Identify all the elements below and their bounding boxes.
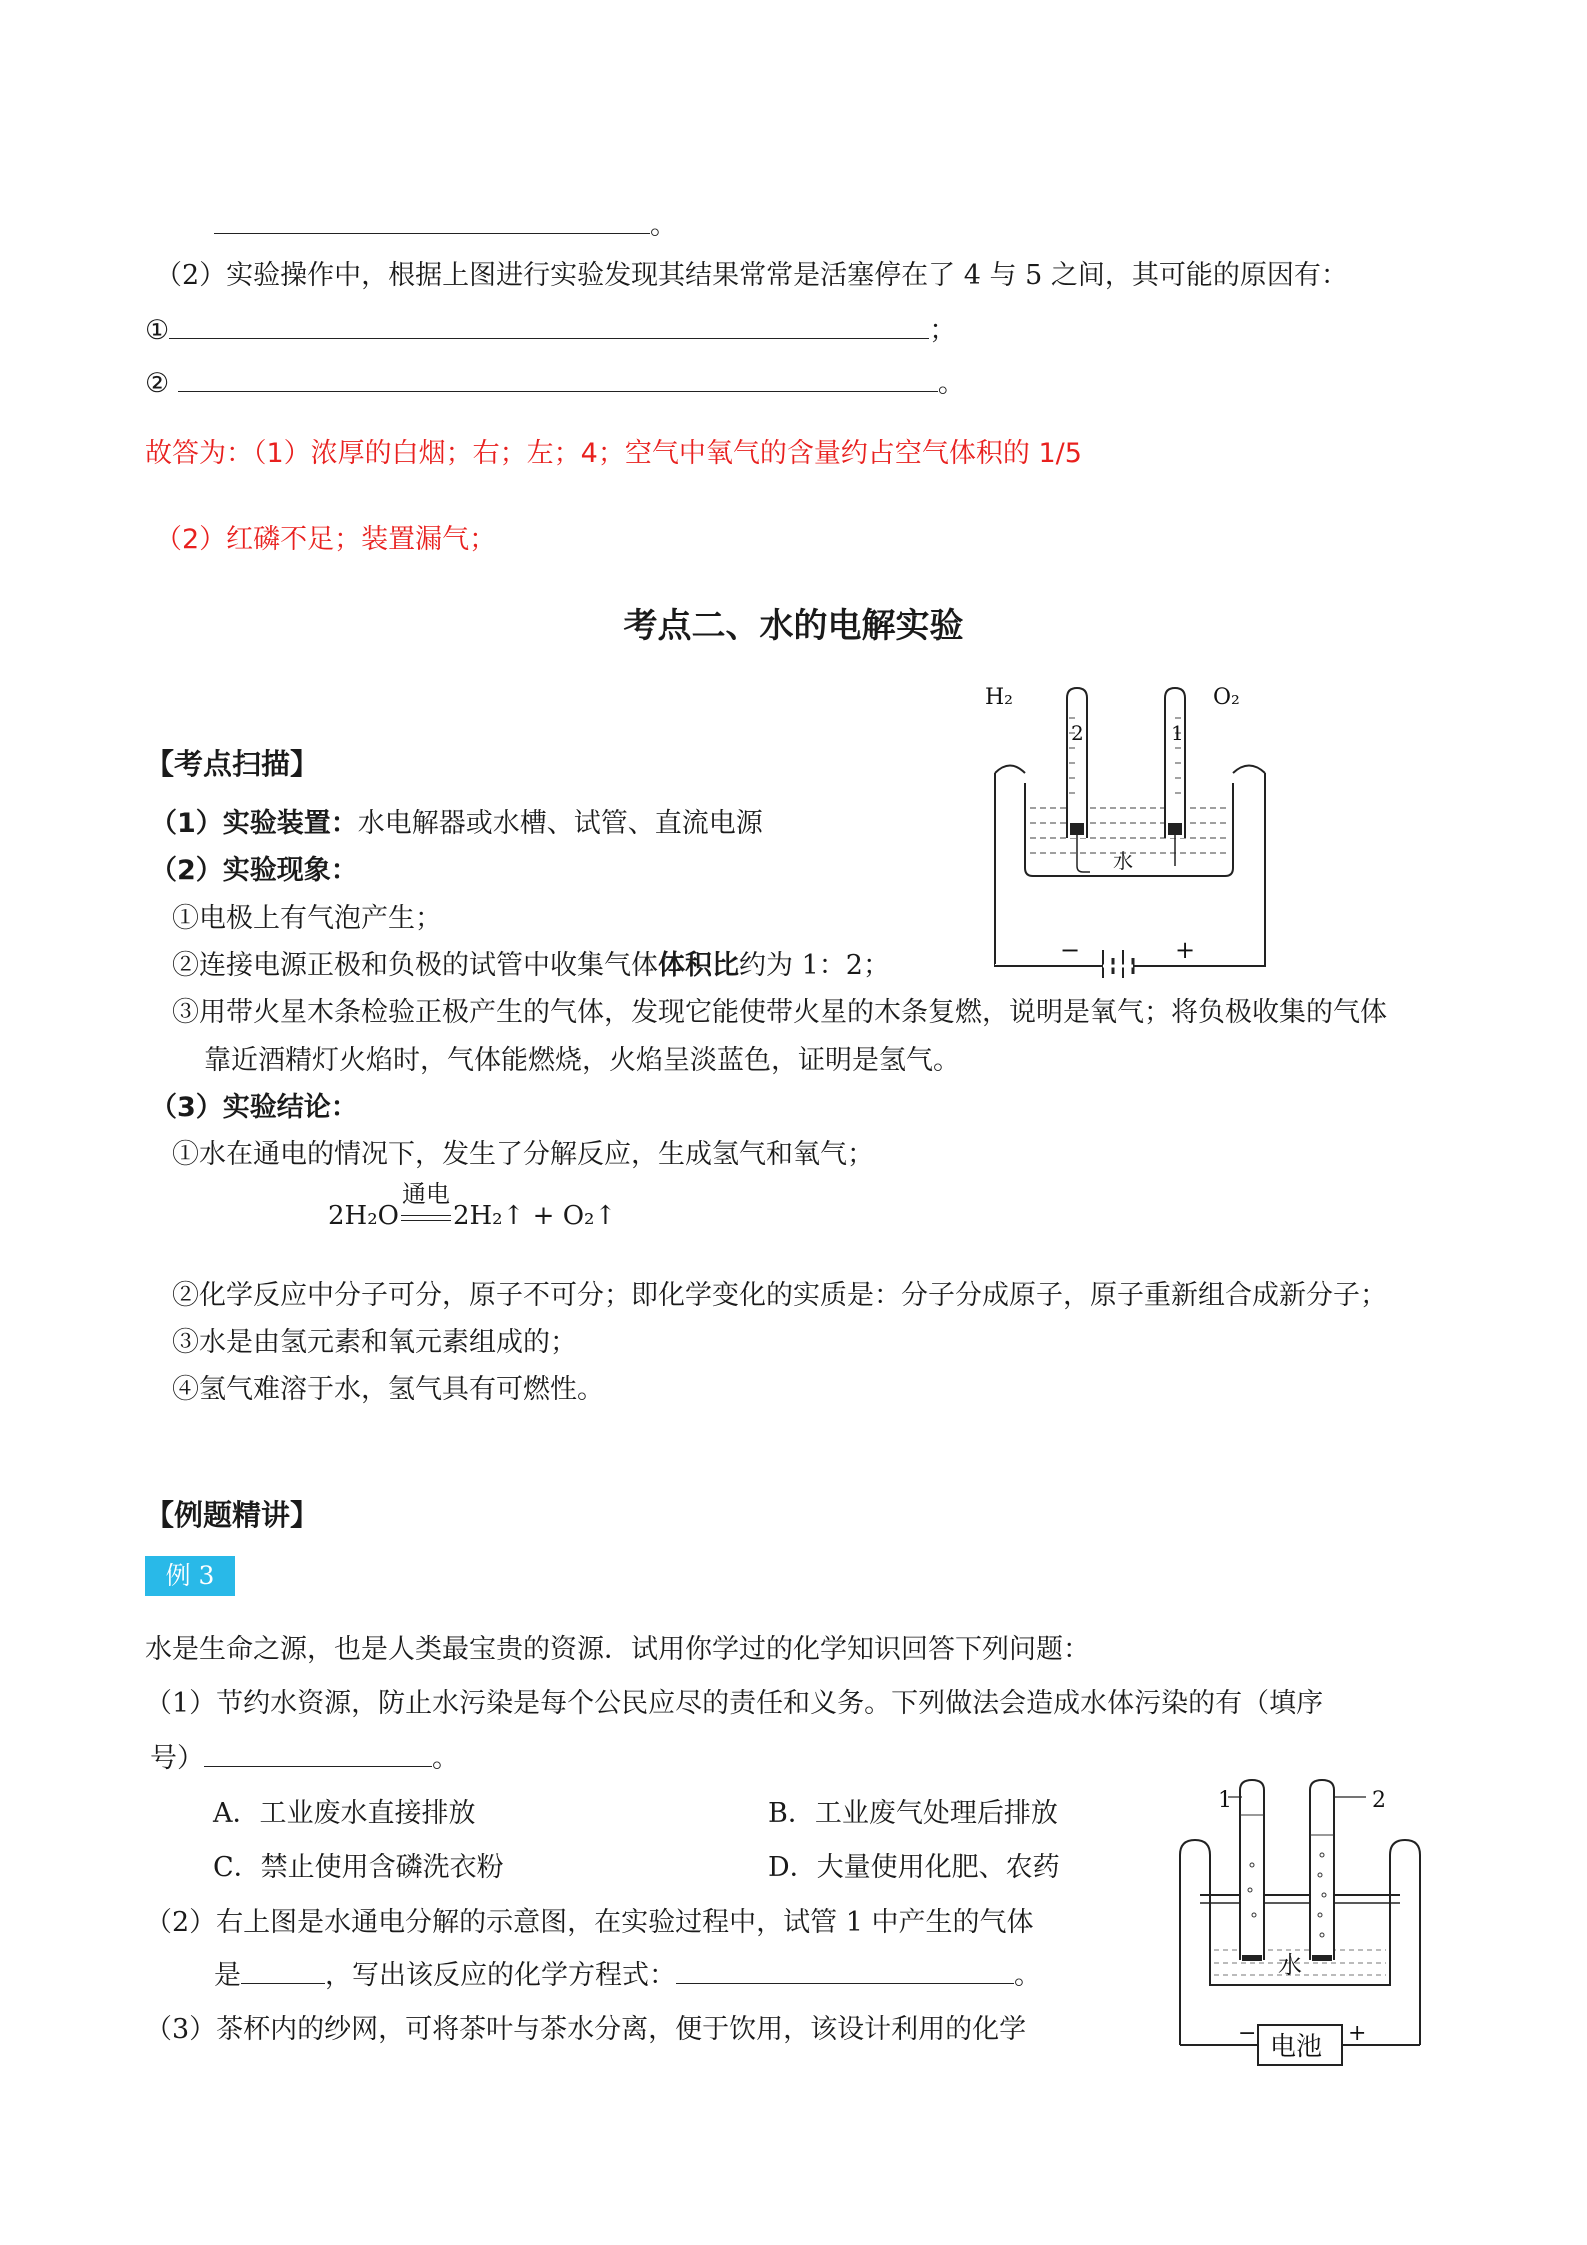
answer-line-2: （2）红磷不足；装置漏气； xyxy=(155,524,497,555)
example-q1a: （1）节约水资源，防止水污染是每个公民应尽的责任和义务。下列做法会造成水体污染的有（填序 xyxy=(145,1688,1324,1719)
tube-right-number: 1 xyxy=(1171,721,1184,745)
electrolysis-diagram-1 xyxy=(975,678,1275,978)
q2-item-1: ① ； xyxy=(145,315,957,346)
option-d: D．大量使用化肥、农药 xyxy=(768,1852,1060,1883)
option-a: A．工业废水直接排放 xyxy=(213,1798,476,1829)
example-intro: 水是生命之源，也是人类最宝贵的资源．试用你学过的化学知识回答下列问题： xyxy=(145,1634,1090,1665)
example-q3: （3）茶杯内的纱网，可将茶叶与茶水分离，便于饮用，该设计利用的化学 xyxy=(145,2014,1027,2045)
q2-blank-2[interactable] xyxy=(178,367,938,392)
example-q2a: （2）右上图是水通电分解的示意图，在实验过程中，试管 1 中产生的气体 xyxy=(145,1907,1034,1938)
q1-tail-line: 。 xyxy=(214,208,677,244)
answer-line-1: 故答为：（1）浓厚的白烟；右；左；4；空气中氧气的含量约占空气体积的 1/5 xyxy=(145,438,1082,469)
h2-label: H₂ xyxy=(985,685,1014,710)
example-tag: 例 3 xyxy=(145,1556,235,1596)
phenomenon-2: ②连接电源正极和负极的试管中收集气体体积比约为 1：2； xyxy=(172,950,890,981)
q2-blank-1[interactable] xyxy=(169,314,929,339)
phenomenon-3a: ③用带火星木条检验正极产生的气体，发现它能使带火星的木条复燃，说明是氧气；将负极收集的气体 xyxy=(172,997,1387,1028)
q1-answer-blank[interactable] xyxy=(214,209,650,234)
conclusion-3: ③水是由氢元素和氧元素组成的； xyxy=(172,1327,577,1358)
negative-sign-2: − xyxy=(1238,2021,1257,2046)
water-label-2: 水 xyxy=(1278,1951,1302,1979)
eq-condition: 通电 xyxy=(401,1180,450,1208)
option-c: C．禁止使用含磷洗衣粉 xyxy=(213,1852,504,1883)
q2-question: （2）实验操作中，根据上图进行实验发现其结果常常是活塞停在了 4 与 5 之间，其可能的原因有： xyxy=(155,260,1348,291)
q2-item-2: ② 。 xyxy=(145,368,965,399)
battery-label: 电池 xyxy=(1270,2032,1323,2062)
phenomenon-3b: 靠近酒精灯火焰时，气体能燃烧，火焰呈淡蓝色，证明是氢气。 xyxy=(204,1045,960,1076)
gas-blank[interactable] xyxy=(241,1959,325,1984)
example-q1b: 号） 。 xyxy=(150,1743,459,1774)
tube-2-number: 2 xyxy=(1372,1788,1386,1813)
conclusion-4: ④氢气难溶于水，氢气具有可燃性。 xyxy=(172,1374,604,1405)
phenomenon-1: ①电极上有气泡产生； xyxy=(172,903,442,934)
o2-label: O₂ xyxy=(1213,685,1240,710)
tube-left-number: 2 xyxy=(1071,721,1084,745)
negative-sign: − xyxy=(1060,936,1081,964)
equation-blank[interactable] xyxy=(676,1959,1014,1984)
conclusion-1: ①水在通电的情况下，发生了分解反应，生成氢气和氧气； xyxy=(172,1139,874,1170)
positive-sign-2: + xyxy=(1348,2021,1367,2046)
q1-select-blank[interactable] xyxy=(204,1742,432,1767)
example-q2b: 是 ，写出该反应的化学方程式： 。 xyxy=(214,1960,1041,1991)
phenomena-label: （2）实验现象： xyxy=(150,855,358,886)
electrolysis-diagram-2 xyxy=(1170,1775,1430,2075)
scan-heading: 【考点扫描】 xyxy=(145,747,320,781)
chemical-equation: 2H₂O 通电 2H₂↑ + O₂↑ xyxy=(328,1198,616,1234)
conclusion-2: ②化学反应中分子可分，原子不可分；即化学变化的实质是：分子分成原子，原子重新组合成新分子； xyxy=(172,1280,1387,1311)
water-label: 水 xyxy=(1113,849,1133,873)
apparatus-line: （1）实验装置：水电解器或水槽、试管、直流电源 xyxy=(150,808,763,839)
section-title: 考点二、水的电解实验 xyxy=(623,606,964,646)
option-b: B．工业废气处理后排放 xyxy=(768,1798,1058,1829)
tube-1-number: 1 xyxy=(1218,1788,1232,1813)
positive-sign: + xyxy=(1175,936,1196,964)
conclusion-label: （3）实验结论： xyxy=(150,1092,358,1123)
example-heading: 【例题精讲】 xyxy=(145,1498,320,1532)
